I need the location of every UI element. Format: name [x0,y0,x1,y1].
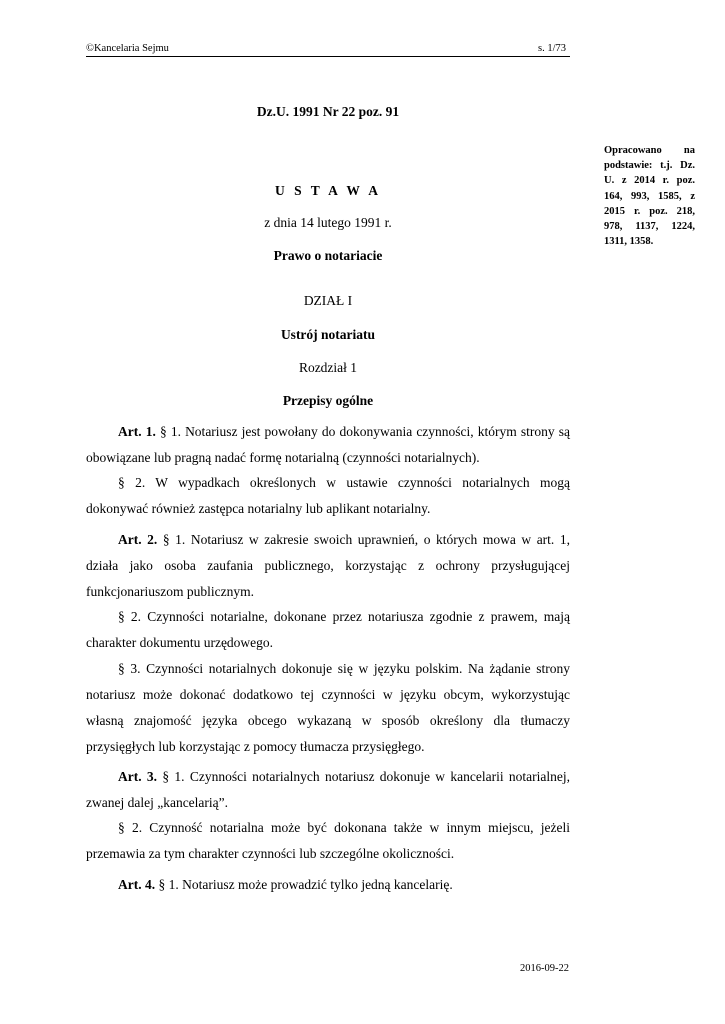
paragraph-art3-s2 [86,815,570,867]
journal-reference: Dz.U. 1991 Nr 22 poz. 91 [256,104,400,119]
paragraph-art1-s2 [86,470,570,522]
paragraph-text: § 1. Notariusz w zakresie swoich uprawnień, o których mowa w art. 1, działa jako osoba zaufania publicznego, korzystając z ochrony przysługującej funkcjonariuszom publicznym. [86,532,570,599]
paragraph-art2-s2 [86,604,570,656]
paragraph-art1-s1 [86,419,570,471]
paragraph-text: § 2. W wypadkach określonych w ustawie czynności notarialnych mogą dokonywać również zastępca notarialny lub aplikant notarialny. [86,475,570,516]
article-label: Art. 2. [118,532,158,547]
act-type-title: U S T A W A [275,183,381,198]
header-source: ©Kancelaria Sejmu [86,43,169,54]
paragraph-art2-s3 [86,656,570,760]
paragraph-text: § 1. Notariusz może prowadzić tylko jedną kancelarię. [155,877,453,892]
header-divider [86,56,570,57]
division-heading: DZIAŁ I [303,293,353,308]
act-date: z dnia 14 lutego 1991 r. [264,215,392,230]
chapter-heading: Rozdział 1 [298,360,358,375]
paragraph-text: § 2. Czynności notarialne, dokonane przez notariusza zgodnie z prawem, mają charakter dokumentu urzędowego. [86,609,570,650]
act-name: Prawo o notariacie [273,248,383,263]
chapter-title: Przepisy ogólne [282,393,374,408]
article-label: Art. 1. [118,424,156,439]
paragraph-art2-s1 [86,527,570,605]
division-title: Ustrój notariatu [280,327,376,342]
paragraph-text: § 2. Czynność notarialna może być dokonana także w innym miejscu, jeżeli przemawia za tym charakter czynności lub szczególne okoliczności. [86,820,570,861]
paragraph-art4-s1 [86,872,570,898]
paragraph-art3-s1 [86,764,570,816]
footer-date: 2016-09-22 [520,963,569,974]
consolidation-note: Opracowano na podstawie: t.j. Dz. U. z 2014 r. poz. 164, 993, 1585, z 2015 r. poz. 218, 978, 1137, 1224, 1311, 1358. [604,145,695,248]
header-page-number: s. 1/73 [538,43,567,54]
article-label: Art. 4. [118,877,156,892]
paragraph-text: § 1. Notariusz jest powołany do dokonywania czynności, którym strony są obowiązane lub pragną nadać formę notarialną (czynności notarialnych). [86,424,570,465]
paragraph-text: § 1. Czynności notarialnych notariusz dokonuje w kancelarii notarialnej, zwanej dalej „kancelarią”. [86,769,570,810]
paragraph-text: § 3. Czynności notarialnych dokonuje się w języku polskim. Na żądanie strony notariusz może dokonać dodatkowo tej czynności w języku obcym, wykorzystując własną znajomość języka obcego wykazaną w sposób określony dla tłumaczy przysięgłych lub korzystając z pomocy tłumacza przysięgłego. [86,661,570,754]
article-label: Art. 3. [118,769,158,784]
